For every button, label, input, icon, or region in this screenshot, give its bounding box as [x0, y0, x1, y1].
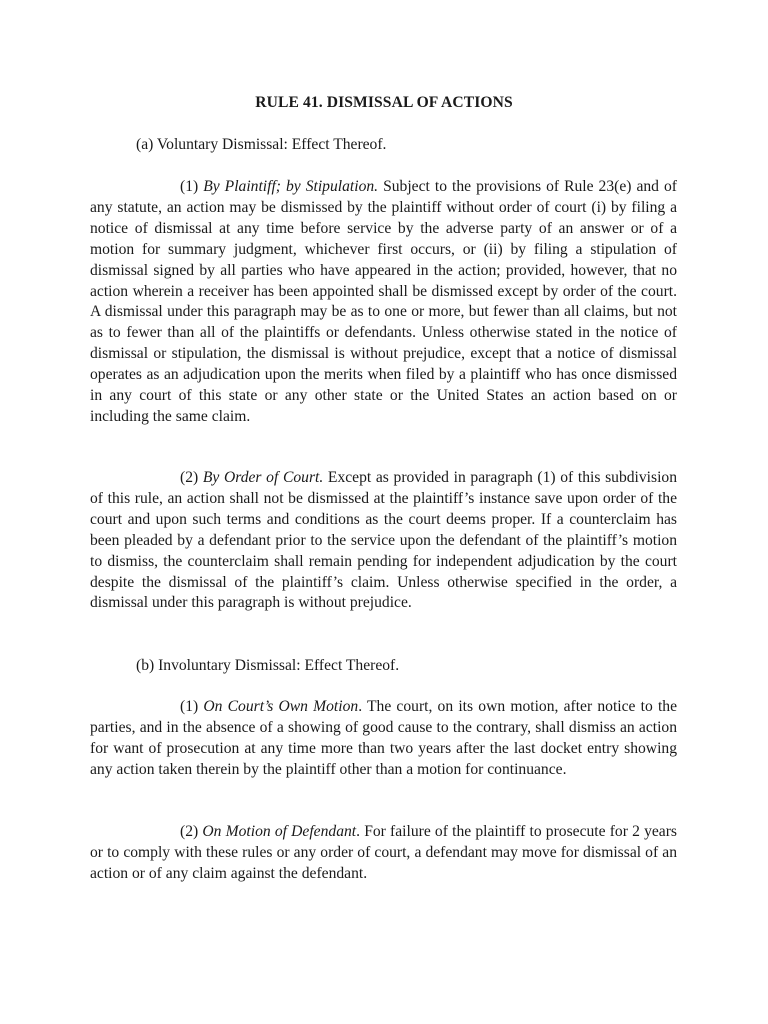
paragraph-body: . The court, on its own motion, after notice to the parties, and in the absence of a showing of good cause to the contrary, shall dismiss an action for want of prosecution at any time more than two years after the last docket entry showing any action taken therein by the plaintiff other than a motion for continuance.: [90, 698, 678, 778]
paragraph-number: (2): [180, 823, 199, 840]
section-a-paragraph-1: [90, 177, 677, 428]
section-b-paragraph-2: [90, 822, 677, 885]
paragraph-number: (2): [180, 469, 199, 486]
paragraph-caption: On Motion of Defendant: [202, 823, 357, 840]
section-b-heading: (b) Involuntary Dismissal: Effect Thereof.: [136, 657, 400, 674]
paragraph-body: Subject to the provisions of Rule 23(e) and of any statute, an action may be dismissed by the plaintiff without order of court (i) by filing a notice of dismissal at any time before service by the adverse party of an answer or of a motion for summary judgment, whichever first occurs, or (ii) by filing a stipulation of dismissal signed by all parties who have appeared in the action; provided, however, that no action wherein a receiver has been appointed shall be dismissed except by order of the court. A dismissal under this paragraph may be as to one or more, but fewer than all claims, but not as to fewer than all of the plaintiffs or defendants. Unless otherwise stated in the notice of dismissal or stipulation, the dismissal is without prejudice, except that a notice of dismissal operates as an adjudication upon the merits when filed by a plaintiff who has once dismissed in any court of this state or any other state or the United States an action based on or including the same claim.: [90, 178, 677, 425]
paragraph-caption: By Plaintiff; by Stipulation.: [203, 178, 379, 195]
paragraph-number: (1): [180, 698, 199, 715]
paragraph-body: . For failure of the plaintiff to prosecute for 2 years or to comply with these rules or any order of court, a defendant may move for dismissal of an action or of any claim against the defendant.: [90, 823, 677, 882]
paragraph-caption: On Court’s Own Motion: [203, 698, 359, 715]
paragraph-caption: By Order of Court.: [202, 469, 324, 486]
section-b-paragraph-1: [90, 697, 677, 781]
paragraph-body: Except as provided in paragraph (1) of this subdivision of this rule, an action shall not be dismissed at the plaintiff’s instance save upon order of the court and upon such terms and conditions as the court deems proper. If a counterclaim has been pleaded by a defendant prior to the service upon the defendant of the plaintiff’s motion to dismiss, the counterclaim shall remain pending for independent adjudication by the court despite the dismissal of the plaintiff’s claim. Unless otherwise specified in the order, a dismissal under this paragraph is without prejudice.: [90, 469, 677, 612]
section-a-heading: (a) Voluntary Dismissal: Effect Thereof.: [136, 136, 387, 153]
paragraph-number: (1): [180, 178, 199, 195]
document-title: RULE 41. DISMISSAL OF ACTIONS: [255, 94, 513, 111]
section-a-paragraph-2: [90, 468, 677, 614]
